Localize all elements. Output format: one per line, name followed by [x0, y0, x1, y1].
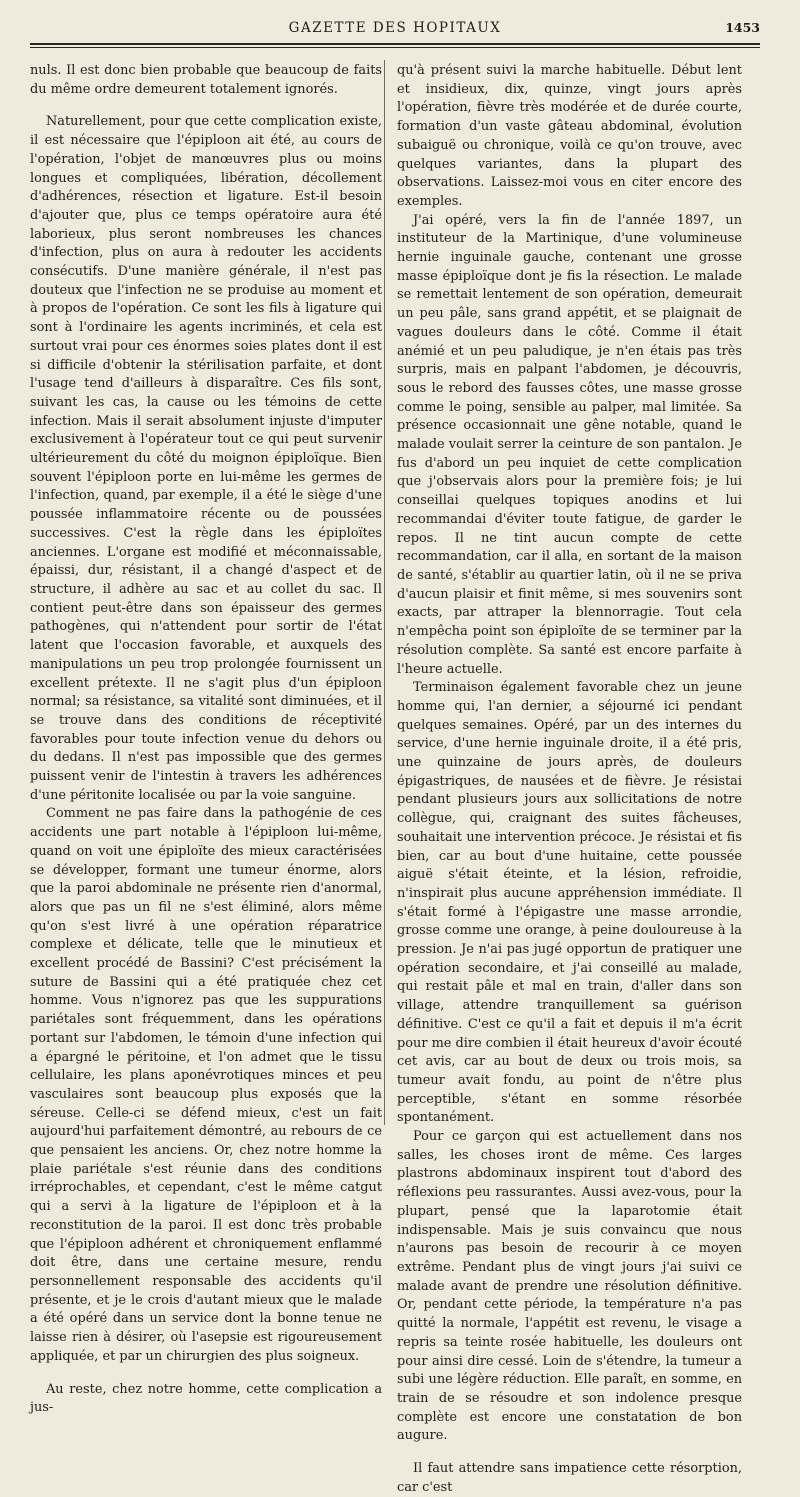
right-column — [397, 62, 742, 1497]
paragraph: Naturellement, pour que cette complication existe, il est nécessaire que l'épiploon ait été, au cours de l'opération, l'objet de manœuvres plus ou moins longues et compliquées, libération, décollement d'adhérences, résection et ligature. Est-il besoin d'ajouter que, plus ce temps opératoire aura été laborieux, plus seront nombreuses les chances d'infection, plus on aura à redouter les accidents consécutifs. D'une manière générale, il n'est pas douteux que l'infection ne se produise au moment et à propos de l'opération. Ce sont les fils à ligature qui sont à l'ordinaire les agents incriminés, et cela est surtout vrai pour ces énormes soies plates dont il est si difficile d'obtenir la stérilisation parfaite, et dont l'usage tend d'ailleurs à disparaître. Ces fils sont, suivant les cas, la cause ou les témoins de cette infection. Mais il serait absolument injuste d'imputer exclusivement à l'opérateur tout ce qui peut survenir ultérieurement du côté du moignon épiploïque. Bien souvent l'épiploon porte en lui-même les germes de l'infection, quand, par exemple, il a été le siège d'une poussée inflammatoire récente ou de poussées successives. C'est la règle dans les épiploïtes anciennes. L'organe est modifié et méconnaissable, épaissi, dur, résistant, il a changé d'aspect et de structure, il adhère au sac et au collet du sac. Il contient peut-être dans son épaisseur des germes pathogènes, qui n'attendent pour sortir de l'état latent que l'occasion favorable, et auxquels des manipulations un peu trop prolongée fournissent un excellent prétexte. Il ne s'agit plus d'un épiploon normal; sa résistance, sa vitalité sont diminuées, et il se trouve dans des conditions de réceptivité favorables pour toute infection venue du dehors ou du dedans. Il n'est pas impossible que des germes puissent venir de l'intestin à travers les adhérences d'une péritonite localisée ou par la voie sanguine. — [30, 114, 382, 803]
page-number: 1453 — [725, 20, 760, 35]
paragraph: Terminaison également favorable chez un jeune homme qui, l'an dernier, a séjourné ici pendant quelques semaines. Opéré, par un des internes du service, d'une hernie inguinale droite, il a été pris, une quinzaine de jours après, de douleurs épigastriques, de nausées et de fièvre. Je résistai pendant plusieurs jours aux sollicitations de notre collègue, qui, craignant des suites fâcheuses, souhaitait une intervention précoce. Je résistai et fis bien, car au bout d'une huitaine, cette poussée aiguë s'était éteinte, et la lésion, refroidie, n'inspirait plus aucune appréhension immédiate. Il s'était formé à l'épigastre une masse arrondie, grosse comme une orange, à peine douloureuse à la pression. Je n'ai pas jugé opportun de pratiquer une opération secondaire, et j'ai conseillé au malade, qui restait pâle et mal en train, d'aller dans son village, attendre tranquillement sa guérison définitive. C'est ce qu'il a fait et depuis il m'a écrit pour me dire combien il était heureux d'avoir écouté cet avis, car au bout de deux ou trois mois, sa tumeur avait fondu, au point de n'être plus perceptible, s'étant en somme résorbée spontanément. — [397, 680, 742, 1126]
column-divider — [384, 60, 385, 1125]
paragraph: Comment ne pas faire dans la pathogénie de ces accidents une part notable à l'épiploon lui-même, quand on voit une épiploïte des mieux caractérisées se développer, formant une tumeur énorme, alors que la paroi abdominale ne présente rien d'anormal, alors que pas un fil ne s'est éliminé, alors même qu'on s'est livré à une opération réparatrice complexe et délicate, telle que le minutieux et excellent procédé de Bassini? C'est précisément la suture de Bassini qui a été pratiquée chez cet homme. Vous n'ignorez pas que les suppurations pariétales sont fréquemment, dans les opérations portant sur l'abdomen, le témoin d'une infection qui a épargné le péritoine, et l'on admet que le tissu cellulaire, les plans aponévrotiques minces et peu vasculaires sont beaucoup plus exposés que la séreuse. Celle-ci se défend mieux, c'est un fait aujourd'hui parfaitement démontré, au rebours de ce que pensaient les anciens. Or, chez notre homme la plaie pariétale s'est réunie dans des conditions irréprochables, et cependant, c'est le même catgut qui a servi à la ligature de l'épiploon et à la reconstitution de la paroi. Il est donc très probable que l'épiploon adhérent et chroniquement enflammé doit être, dans une certaine mesure, rendu personnellement responsable des accidents qu'il présente, et je le crois d'autant mieux que le malade a été opéré dans un service dont la bonne tenue ne laisse rien à désirer, où l'asepsie est rigoureusement appliquée, et par un chirurgien des plus soigneux. — [30, 806, 382, 1364]
paragraph: J'ai opéré, vers la fin de l'année 1897, un instituteur de la Martinique, d'une volumineuse hernie inguinale gauche, contenant une grosse masse épiploïque dont je fis la résection. Le malade se remettait lentement de son opération, demeurait un peu pâle, sans grand appétit, et se plaignait de vagues douleurs dans le côté. Comme il était anémié et un peu paludique, je n'en étais pas très surpris, mais en palpant l'abdomen, je découvris, sous le rebord des fausses côtes, une masse grosse comme le poing, sensible au palper, mal limitée. Sa présence occasionnait une gêne notable, quand le malade voulait serrer la ceinture de son pantalon. Je fus d'abord un peu inquiet de cette complication que j'observais alors pour la première fois; je lui conseillai quelques topiques anodins et lui recommandai d'éviter toute fatigue, de garder le repos. Il ne tint aucun compte de cette recommandation, car il alla, en sortant de la maison de santé, s'établir au quartier latin, où il ne se priva d'aucun plaisir et finit même, si mes souvenirs sont exacts, par attraper la blennorragie. Tout cela n'empêcha point son épiploïte de se terminer par la résolution complète. Sa santé est encore parfaite à l'heure actuelle. — [397, 212, 742, 677]
paragraph: nuls. Il est donc bien probable que beaucoup de faits du même ordre demeurent totalement ignorés. — [30, 63, 382, 97]
paragraph: Il faut attendre sans impatience cette résorption, car c'est — [397, 1461, 742, 1495]
header-rule-thin — [30, 47, 760, 48]
header-rule-thick — [30, 43, 760, 45]
paragraph: Pour ce garçon qui est actuellement dans nos salles, les choses iront de même. Ces larges plastrons abdominaux inspirent tout d'abord des réflexions peu rassurantes. Aussi avez-vous, pour la plupart, pensé que la laparotomie était indispensable. Mais je suis convaincu que nous n'aurons pas besoin de recourir à ce moyen extrême. Pendant plus de vingt jours j'ai suivi ce malade avant de prendre une résolution définitive. Or, pendant cette période, la température n'a pas quitté la normale, l'appétit est revenu, le visage a repris sa teinte rosée habituelle, les douleurs ont pour ainsi dire cessé. Loin de s'étendre, la tumeur a subi une légère réduction. Elle paraît, en somme, en train de se résoudre et son indolence presque complète est encore une constatation de bon augure. — [397, 1129, 742, 1444]
page-header — [30, 18, 760, 42]
left-column — [30, 62, 382, 1418]
paragraph: qu'à présent suivi la marche habituelle. Début lent et insidieux, dix, quinze, vingt jours après l'opération, fièvre très modérée et de durée courte, formation d'un vaste gâteau abdominal, évolution subaiguë ou chronique, voilà ce qu'on trouve, avec quelques variantes, dans la plupart des observations. Laissez-moi vous en citer encore des exemples. — [397, 63, 742, 209]
journal-title: GAZETTE DES HOPITAUX — [288, 20, 502, 36]
paragraph: Au reste, chez notre homme, cette complication a jus- — [30, 1381, 382, 1416]
